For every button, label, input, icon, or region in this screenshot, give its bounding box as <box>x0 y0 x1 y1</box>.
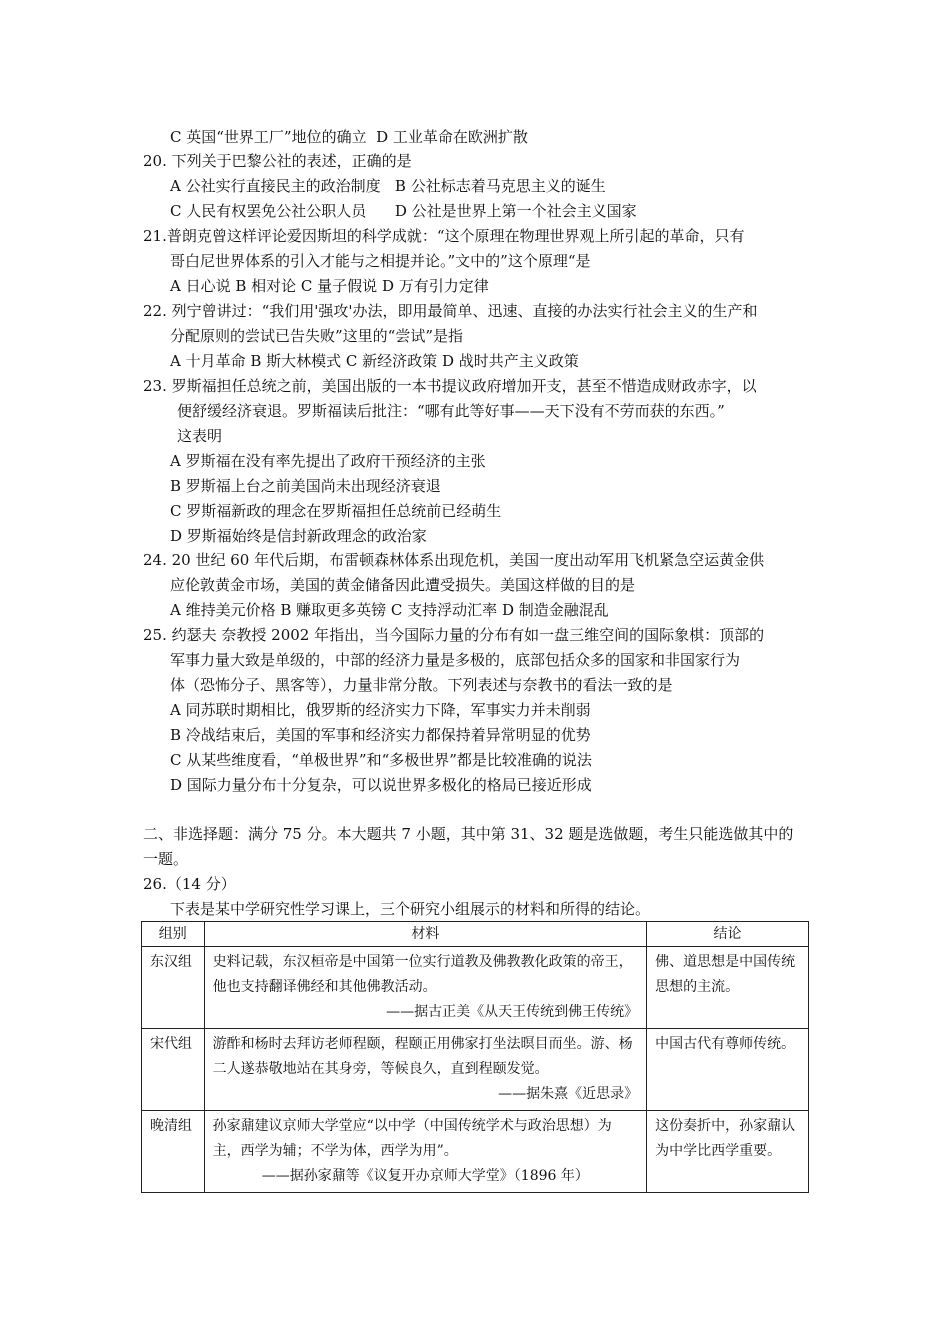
q25-stem-line1: 25. 约瑟夫 奈教授 2002 年指出，当今国际力量的分布有如一盘三维空间的国际象棋：顶部的 <box>143 626 765 644</box>
table-cell-conclusion: 这份奏折中，孙家鼐认为中学比西学重要。 <box>647 1111 809 1193</box>
table-cell-material <box>204 1029 647 1111</box>
table-header-conclusion: 结论 <box>647 922 809 947</box>
material-source: ——据孙家鼐等《议复开办京师大学堂》（1896 年） <box>261 1168 589 1184</box>
q21-options: A 日心说 B 相对论 C 量子假说 D 万有引力定律 <box>170 277 489 295</box>
q20-options-cd <box>170 201 637 221</box>
q20-option-c: C 人民有权罢免公社公职人员 <box>170 202 367 220</box>
table-cell-group: 晚清组 <box>142 1111 205 1193</box>
material-text: 孙家鼐建议京师大学堂应“以中学（中国传统学术与政治思想）为主，西学为辅；不学为体，西学为用”。 <box>212 1118 612 1159</box>
q24-options: A 维持美元价格 B 赚取更多英镑 C 支持浮动汇率 D 制造金融混乱 <box>170 601 609 619</box>
q21-stem-line1: 21.普朗克曾这样评论爱因斯坦的科学成就：“这个原理在物理世界观上所引起的革命，只有 <box>143 227 745 245</box>
material-source: ——据朱熹《近思录》 <box>498 1086 639 1102</box>
q19-option-c-d <box>170 127 528 147</box>
table-header-material: 材料 <box>204 922 647 947</box>
q20-stem: 20. 下列关于巴黎公社的表述，正确的是 <box>143 152 412 170</box>
q23-stem-line3: 这表明 <box>177 427 223 445</box>
q22-stem-line2: 分配原则的尝试已告失败”这里的“尝试”是指 <box>170 327 464 345</box>
table-cell-group: 东汉组 <box>142 947 205 1029</box>
q20-option-b: B 公社标志着马克思主义的诞生 <box>394 177 606 195</box>
q21-stem-line2: 哥白尼世界体系的引入才能与之相提并论。”文中的”这个原理“是 <box>170 252 591 270</box>
table-row <box>142 1029 809 1111</box>
material-text: 史料记载，东汉桓帝是中国第一位实行道教及佛教教化政策的帝王，他也支持翻译佛经和其他佛教活动。 <box>212 954 633 995</box>
q23-option-b: B 罗斯福上台之前美国尚未出现经济衰退 <box>170 477 441 495</box>
table-row <box>142 947 809 1029</box>
table-row <box>142 1111 809 1193</box>
table-cell-group: 宋代组 <box>142 1029 205 1111</box>
section2-instructions-line2: 一题。 <box>143 850 189 868</box>
q25-option-c: C 从某些维度看，“单极世界”和“多极世界”都是比较准确的说法 <box>170 751 592 769</box>
q22-stem-line1: 22. 列宁曾讲过：“我们用'强攻'办法，即用最简单、迅速、直接的办法实行社会主义的生产和 <box>143 302 758 320</box>
table-header-row <box>142 922 809 947</box>
q20-option-a: A 公社实行直接民主的政治制度 <box>170 177 381 195</box>
table-cell-conclusion: 中国古代有尊师传统。 <box>647 1029 809 1111</box>
q19-option-c: C 英国“世界工厂”地位的确立 <box>170 128 367 146</box>
q25-option-d: D 国际力量分布十分复杂，可以说世界多极化的格局已接近形成 <box>170 776 592 794</box>
q22-options: A 十月革命 B 斯大林模式 C 新经济政策 D 战时共产主义政策 <box>170 352 579 370</box>
q20-options-ab <box>170 176 606 196</box>
q23-option-c: C 罗斯福新政的理念在罗斯福担任总统前已经萌生 <box>170 502 502 520</box>
table-cell-conclusion: 佛、道思想是中国传统思想的主流。 <box>647 947 809 1029</box>
q25-option-a: A 同苏联时期相比，俄罗斯的经济实力下降，军事实力并未削弱 <box>170 701 591 719</box>
material-source: ——据古正美《从天王传统到佛王传统》 <box>386 1004 639 1020</box>
section2-instructions-line1: 二、非选择题：满分 75 分。本大题共 7 小题，其中第 31、32 题是选做题，考生只能选做其中的 <box>143 825 794 843</box>
q24-stem-line2: 应伦敦黄金市场，美国的黄金储备因此遭受损失。美国这样做的目的是 <box>170 576 636 594</box>
q25-option-b: B 冷战结束后，美国的军事和经济实力都保持着异常明显的优势 <box>170 726 591 744</box>
q23-option-a: A 罗斯福在没有率先提出了政府干预经济的主张 <box>170 452 486 470</box>
q23-stem-line1: 23. 罗斯福担任总统之前，美国出版的一本书提议政府增加开支，甚至不惜造成财政赤字，以 <box>143 377 757 395</box>
q25-stem-line2: 军事力量大致是单级的，中部的经济力量是多极的，底部包括众多的国家和非国家行为 <box>170 651 741 669</box>
table-cell-material <box>204 1111 647 1193</box>
material-text: 游酢和杨时去拜访老师程颐，程颐正用佛家打坐法暝目而坐。游、杨二人遂恭敬地站在其身旁，等候良久，直到程颐发觉。 <box>212 1036 633 1077</box>
q23-stem-line2: 便舒缓经济衰退。罗斯福读后批注：“哪有此等好事——天下没有不劳而获的东西。” <box>177 402 725 420</box>
q19-option-d: D 工业革命在欧洲扩散 <box>376 128 528 146</box>
q23-option-d: D 罗斯福始终是信封新政理念的政治家 <box>170 527 427 545</box>
table-cell-material <box>204 947 647 1029</box>
research-table <box>141 921 809 1193</box>
table-header-group: 组别 <box>142 922 205 947</box>
q20-option-d: D 公社是世界上第一个社会主义国家 <box>394 202 637 220</box>
q26-intro: 下表是某中学研究性学习课上，三个研究小组展示的材料和所得的结论。 <box>170 900 651 918</box>
q24-stem-line1: 24. 20 世纪 60 年代后期，布雷顿森林体系出现危机，美国一度出动军用飞机紧急空运黄金供 <box>143 551 765 569</box>
q25-stem-line3: 体（恐怖分子、黑客等），力量非常分散。下列表述与奈教书的看法一致的是 <box>170 676 673 694</box>
q26-number: 26.（14 分） <box>143 875 236 893</box>
